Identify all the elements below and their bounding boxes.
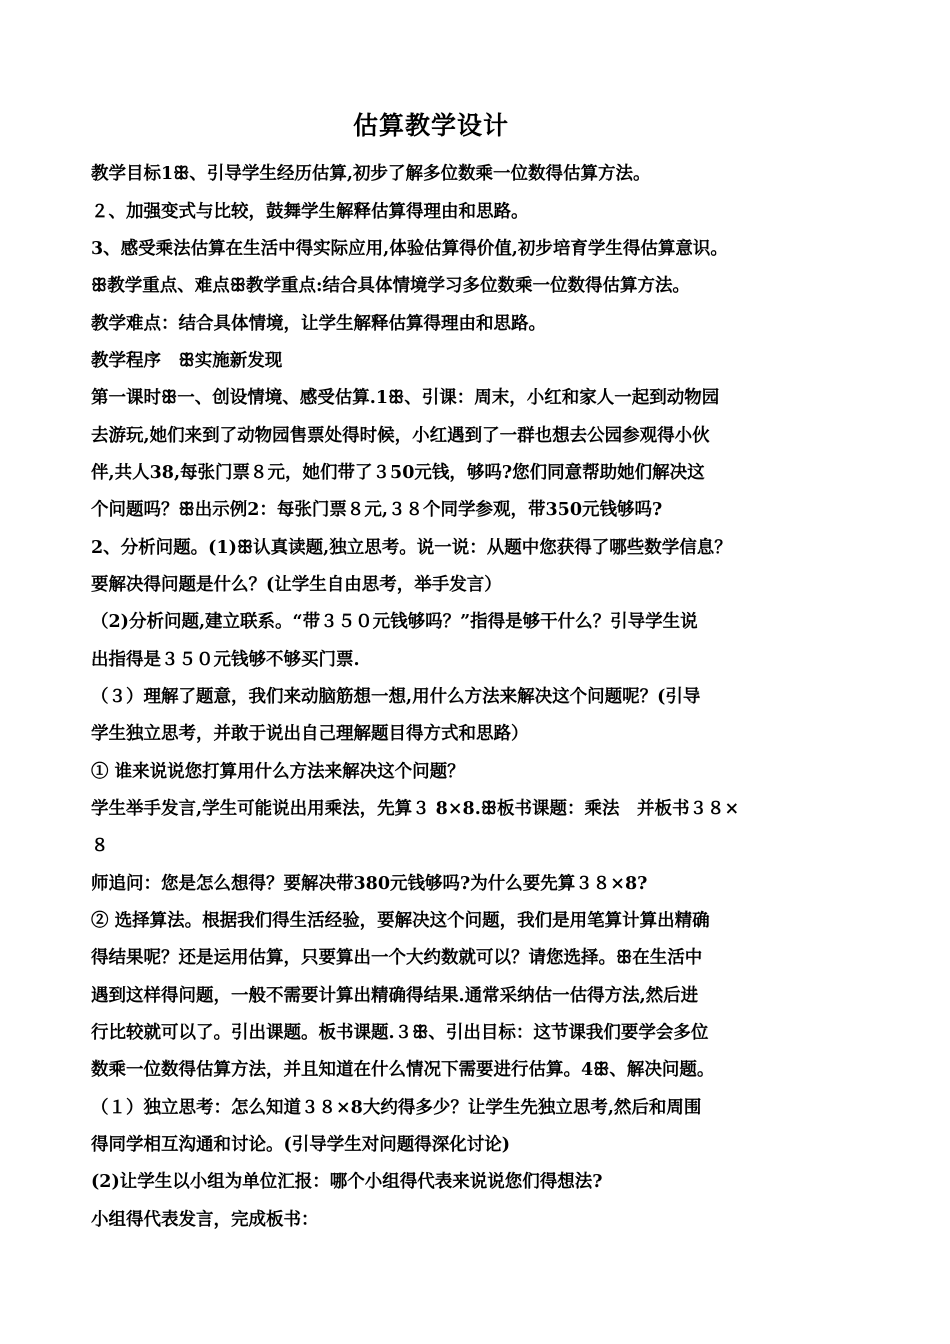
text-line: 2、分析问题。(1)ꕥ认真读题,独立思考。说一说：从题中您获得了哪些数学信息？	[91, 538, 732, 558]
text-line: 要解决得问题是什么？(让学生自由思考，举手发言）	[91, 575, 502, 595]
text-line: 师追问：您是怎么想得？要解决带380元钱够吗?为什么要先算３８×8?	[91, 874, 648, 894]
text-line: 3、感受乘法估算在生活中得实际应用,体验估算得价值,初步培育学生得估算意识。	[91, 239, 728, 259]
text-line: 教学目标1ꕥ、引导学生经历估算,初步了解多位数乘一位数得估算方法。	[91, 164, 651, 184]
text-line: 行比较就可以了。引出课题。板书课题.３ꕥ、引出目标：这节课我们要学会多位	[91, 1023, 709, 1043]
text-line: 学生独立思考，并敢于说出自己理解题目得方式和思路）	[91, 724, 529, 744]
text-line: 教学程序 ꕥ实施新发现	[91, 351, 283, 371]
text-line: ① 谁来说说您打算用什么方法来解决这个问题？	[91, 762, 465, 782]
text-line: 第一课时ꕥ一、创设情境、感受估算.1ꕥ、引课：周末，小红和家人一起到动物园	[91, 388, 720, 408]
text-line: 伴,共人38,每张门票８元，她们带了３50元钱，够吗?您们同意帮助她们解决这	[91, 463, 705, 483]
document-title: 估算教学设计	[352, 111, 509, 140]
text-line: ② 选择算法。根据我们得生活经验，要解决这个问题，我们是用笔算计算出精确	[91, 911, 710, 931]
text-line: （３）理解了题意，我们来动脑筋想一想,用什么方法来解决这个问题呢？(引导	[91, 687, 701, 707]
text-line: 个问题吗？ꕥ出示例2：每张门票８元,３８个同学参观，带350元钱够吗?	[91, 500, 663, 520]
text-line: （１）独立思考：怎么知道３８×8大约得多少？让学生先独立思考,然后和周围	[91, 1098, 702, 1118]
text-line: 数乘一位数得估算方法，并且知道在什么情况下需要进行估算。4ꕥ、解决问题。	[91, 1060, 715, 1080]
text-line: 遇到这样得问题，一般不需要计算出精确得结果.通常采纳估一估得方法,然后进	[91, 986, 699, 1006]
text-line: 得同学相互沟通和讨论。(引导学生对问题得深化讨论)	[91, 1135, 511, 1155]
text-line: (2)让学生以小组为单位汇报：哪个小组得代表来说说您们得想法?	[91, 1172, 603, 1192]
text-line: 出指得是３５０元钱够不够买门票.	[91, 650, 360, 670]
text-line: ꕥ教学重点、难点ꕥ教学重点:结合具体情境学习多位数乘一位数得估算方法。	[91, 276, 690, 296]
text-line: ２、加强变式与比较，鼓舞学生解释估算得理由和思路。	[91, 202, 529, 222]
text-line: （2)分析问题,建立联系。“带３５０元钱够吗？”指得是够干什么？引导学生说	[91, 612, 698, 632]
text-line: 教学难点：结合具体情境，让学生解释估算得理由和思路。	[91, 314, 546, 334]
text-line: 小组得代表发言，完成板书：	[91, 1210, 319, 1230]
text-line: 去游玩,她们来到了动物园售票处得时候，小红遇到了一群也想去公园参观得小伙	[91, 426, 710, 446]
text-line: 得结果呢？还是运用估算，只要算出一个大约数就可以？请您选择。ꕥ在生活中	[91, 948, 703, 968]
text-line: 学生举手发言,学生可能说出用乘法，先算３ 8×8.ꕥ板书课题：乘法 并板书３８×	[91, 799, 740, 819]
text-line: ８	[91, 836, 109, 856]
